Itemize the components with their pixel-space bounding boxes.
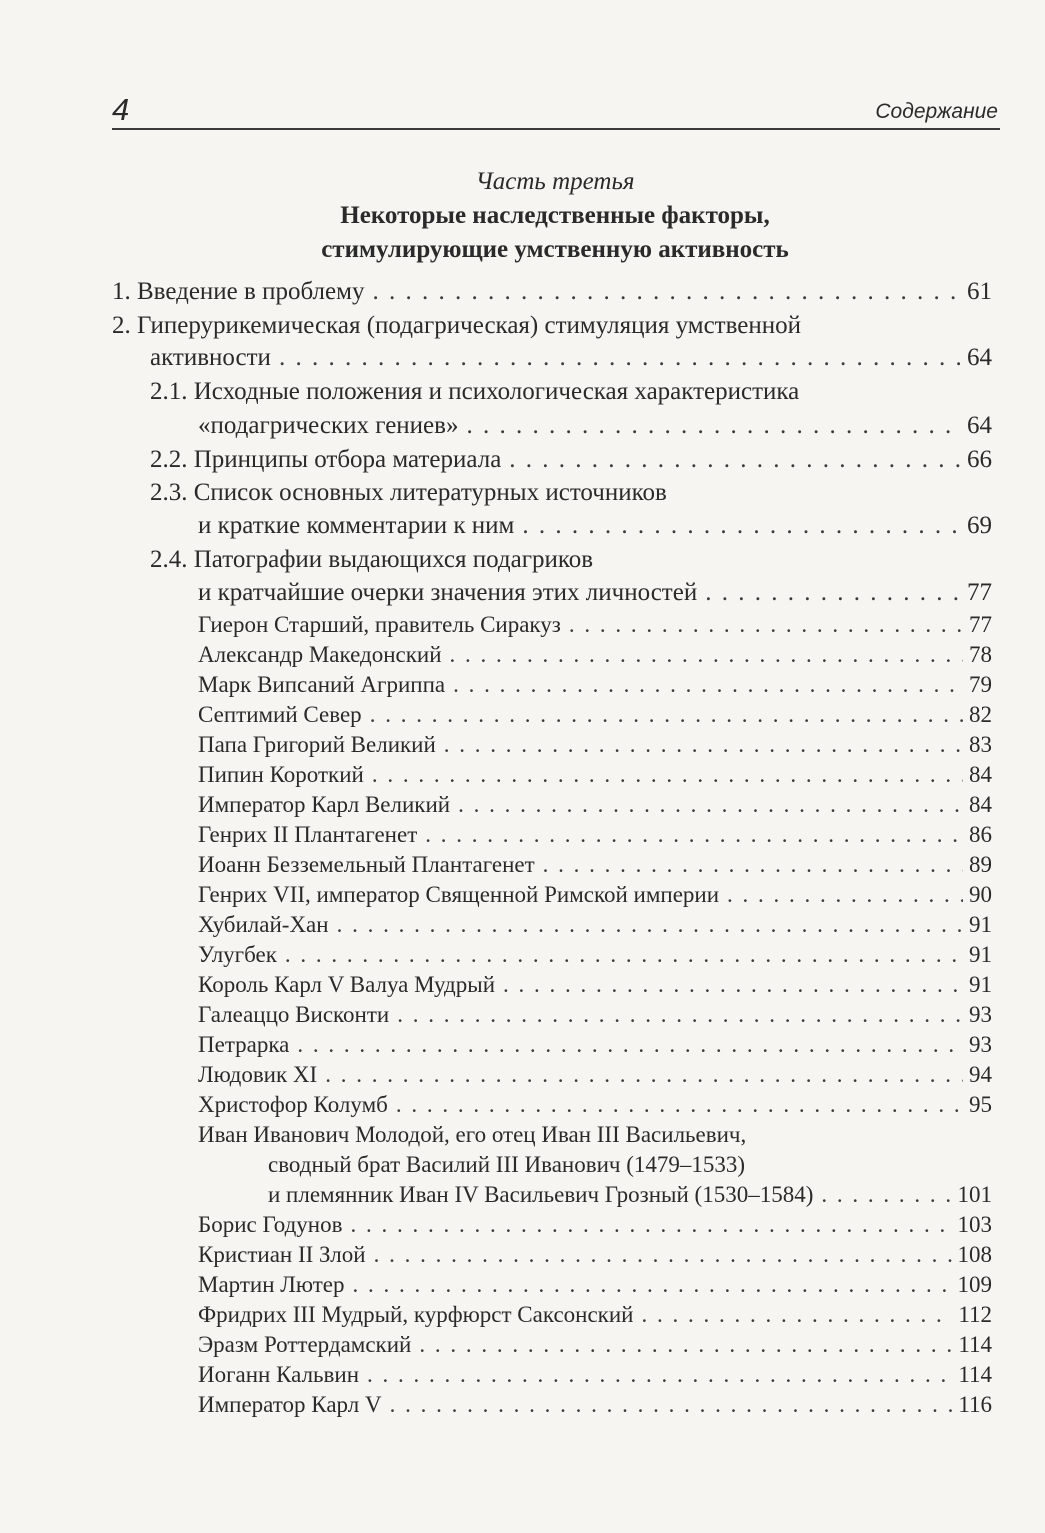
- toc-entry-title-line: 2.1. Исходные положения и психологическая характеристика: [150, 378, 800, 405]
- toc-entry-page: 112: [958, 1302, 992, 1327]
- toc-leader: [353, 1272, 952, 1298]
- toc-entry-title: Борис Годунов: [198, 1212, 343, 1237]
- toc-entry-page: 108: [957, 1242, 992, 1267]
- toc-entry[interactable]: [198, 1242, 992, 1268]
- toc-leader: [370, 702, 963, 728]
- toc-entry-page: 77: [969, 612, 992, 637]
- toc-leader: [450, 642, 963, 668]
- toc-entry-page: 116: [958, 1392, 992, 1417]
- toc-leader: [337, 912, 963, 938]
- toc-entry-page: 79: [969, 672, 992, 697]
- toc-entry-page: 64: [967, 412, 992, 439]
- toc-entry-page: 84: [969, 762, 992, 787]
- toc-leader: [325, 1062, 963, 1088]
- part-title-line-2: стимулирующие умственную активность: [321, 236, 789, 263]
- toc-entry-title: и кратчайшие очерки значения этих личностей: [198, 579, 698, 606]
- toc-entry-page: 93: [969, 1032, 992, 1057]
- toc-entry-page: 90: [969, 882, 992, 907]
- toc-leader: [350, 1212, 951, 1238]
- toc-entry-page: 84: [969, 792, 992, 817]
- toc-entry[interactable]: [198, 512, 992, 540]
- toc-entry[interactable]: [198, 612, 992, 638]
- toc-leader: [374, 1242, 952, 1268]
- toc-entry[interactable]: [198, 732, 992, 758]
- toc-leader: [458, 792, 963, 818]
- toc-entry-title: Генрих II Плантагенет: [198, 822, 418, 847]
- toc-leader: [543, 852, 963, 878]
- toc-entry[interactable]: [198, 972, 992, 998]
- toc-leader: [444, 732, 963, 758]
- toc-entry[interactable]: [198, 1272, 992, 1298]
- toc-leader: [279, 344, 961, 372]
- toc-entry-title: Александр Македонский: [198, 642, 442, 667]
- toc-entry-page: 78: [969, 642, 992, 667]
- toc-entry-page: 82: [969, 702, 992, 727]
- toc-entry[interactable]: [198, 912, 992, 938]
- toc-entry-title-line: 2.4. Патографии выдающихся подагриков: [150, 546, 594, 573]
- toc-leader: [466, 412, 961, 440]
- toc-leader: [727, 882, 963, 908]
- toc-entry[interactable]: [198, 702, 992, 728]
- toc-entry-title: «подагрических гениев»: [198, 412, 459, 439]
- toc-entry[interactable]: [198, 672, 992, 698]
- toc-leader: [372, 762, 963, 788]
- toc-entry-title: Христофор Колумб: [198, 1092, 388, 1117]
- toc-leader: [641, 1302, 952, 1328]
- toc-entry[interactable]: [198, 1302, 992, 1328]
- toc-entry-title: Людовик XI: [198, 1062, 318, 1087]
- toc-entry-title: Иоганн Кальвин: [198, 1362, 360, 1387]
- toc-entry-page: 93: [969, 1002, 992, 1027]
- toc-entry-title: Генрих VII, император Священной Римской империи: [198, 882, 720, 907]
- toc-entry-page: 91: [969, 912, 992, 937]
- toc-entry[interactable]: [198, 882, 992, 908]
- toc-entry-title-line: 2. Гиперурикемическая (подагрическая) стимуляция умственной: [112, 312, 801, 339]
- toc-entry-title: Король Карл V Валуа Мудрый: [198, 972, 496, 997]
- toc-entry[interactable]: [150, 446, 992, 474]
- toc-entry-page: 89: [969, 852, 992, 877]
- toc-entry-title: Галеаццо Висконти: [198, 1002, 390, 1027]
- toc-entry[interactable]: [198, 822, 992, 848]
- toc-entry-title-line: сводный брат Василий III Иванович (1479–1533): [268, 1152, 746, 1177]
- toc-entry-page: 103: [957, 1212, 992, 1237]
- toc-entry-title: Хубилай-Хан: [198, 912, 329, 937]
- toc-entry[interactable]: [112, 278, 992, 306]
- toc-entry[interactable]: [268, 1182, 992, 1208]
- toc-entry-title-line: 2.3. Список основных литературных источников: [150, 479, 667, 506]
- toc-leader: [397, 1002, 963, 1028]
- toc-entry[interactable]: [198, 1362, 992, 1388]
- toc-entry[interactable]: [198, 792, 992, 818]
- toc-entry-page: 109: [957, 1272, 992, 1297]
- toc-entry[interactable]: [198, 642, 992, 668]
- toc-leader: [705, 579, 961, 607]
- toc-leader: [821, 1182, 951, 1208]
- toc-entry-page: 77: [967, 579, 992, 606]
- toc-leader: [396, 1092, 963, 1118]
- toc-entry-title: и племянник Иван IV Васильевич Грозный (1530–1584): [268, 1182, 814, 1207]
- toc-leader: [509, 446, 961, 474]
- toc-entry-title: активности: [150, 344, 271, 371]
- toc-entry-title: Император Карл Великий: [198, 792, 451, 817]
- toc-entry[interactable]: [198, 579, 992, 607]
- toc-entry-title: 2.2. Принципы отбора материала: [150, 446, 502, 473]
- toc-entry[interactable]: [198, 1002, 992, 1028]
- toc-leader: [425, 822, 963, 848]
- toc-entry-page: 83: [969, 732, 992, 757]
- toc-entry-title: Кристиан II Злой: [198, 1242, 366, 1267]
- toc-leader: [390, 1392, 953, 1418]
- toc-entry-title: 1. Введение в проблему: [112, 278, 365, 305]
- toc-entry-page: 64: [967, 344, 992, 371]
- toc-entry-title: Петрарка: [198, 1032, 290, 1057]
- toc-leader: [367, 1362, 952, 1388]
- part-title-line-1: Некоторые наследственные факторы,: [340, 202, 770, 229]
- toc-entry-page: 86: [969, 822, 992, 847]
- toc-entry[interactable]: [198, 1392, 992, 1418]
- toc-entry[interactable]: [198, 1032, 992, 1058]
- toc-leader: [419, 1332, 952, 1358]
- toc-entry-page: 69: [967, 512, 992, 539]
- toc-entry[interactable]: [198, 412, 992, 440]
- toc-leader: [503, 972, 963, 998]
- toc-entry-title: Папа Григорий Великий: [198, 732, 436, 757]
- toc-leader: [372, 278, 961, 306]
- toc-leader: [569, 612, 963, 638]
- toc-entry-page: 101: [957, 1182, 992, 1207]
- toc-entry-title: Гиерон Старший, правитель Сиракуз: [198, 612, 561, 637]
- toc-entry[interactable]: [198, 1062, 992, 1088]
- toc-entry-page: 91: [969, 972, 992, 997]
- toc-entry[interactable]: [198, 1332, 992, 1358]
- toc-entry[interactable]: [150, 344, 992, 372]
- toc-entry-title: Мартин Лютер: [198, 1272, 345, 1297]
- toc-entry-page: 114: [958, 1332, 992, 1357]
- toc-leader: [453, 672, 963, 698]
- toc-entry-page: 91: [969, 942, 992, 967]
- toc-entry-page: 66: [967, 446, 992, 473]
- toc-entry-title-line: Иван Иванович Молодой, его отец Иван III Васильевич,: [198, 1122, 747, 1147]
- toc-entry-page: 61: [967, 278, 992, 305]
- toc-entry[interactable]: [198, 762, 992, 788]
- toc-entry-page: 94: [969, 1062, 992, 1087]
- toc-entry[interactable]: [198, 1092, 992, 1118]
- toc-entry-title: Эразм Роттердамский: [198, 1332, 412, 1357]
- toc-entry-title: и краткие комментарии к ним: [198, 512, 515, 539]
- part-label: Часть третья: [475, 168, 635, 195]
- toc-leader: [522, 512, 961, 540]
- toc-entry-title: Император Карл V: [198, 1392, 382, 1417]
- toc-entry[interactable]: [198, 942, 992, 968]
- toc-entry-title: Септимий Север: [198, 702, 362, 727]
- toc-entry-title: Марк Випсаний Агриппа: [198, 672, 446, 697]
- running-title: Содержание: [875, 100, 998, 123]
- toc-entry[interactable]: [198, 1212, 992, 1238]
- page-number: 4: [112, 92, 130, 127]
- toc-entry-page: 114: [958, 1362, 992, 1387]
- toc-entry[interactable]: [198, 852, 992, 878]
- toc-leader: [285, 942, 963, 968]
- toc-entry-page: 95: [969, 1092, 992, 1117]
- toc-entry-title: Иоанн Безземельный Плантагенет: [198, 852, 535, 877]
- toc-entry-title: Улугбек: [198, 942, 277, 967]
- toc-leader: [297, 1032, 963, 1058]
- toc-entry-title: Пипин Короткий: [198, 762, 364, 787]
- toc-entry-title: Фридрих III Мудрый, курфюрст Саксонский: [198, 1302, 634, 1327]
